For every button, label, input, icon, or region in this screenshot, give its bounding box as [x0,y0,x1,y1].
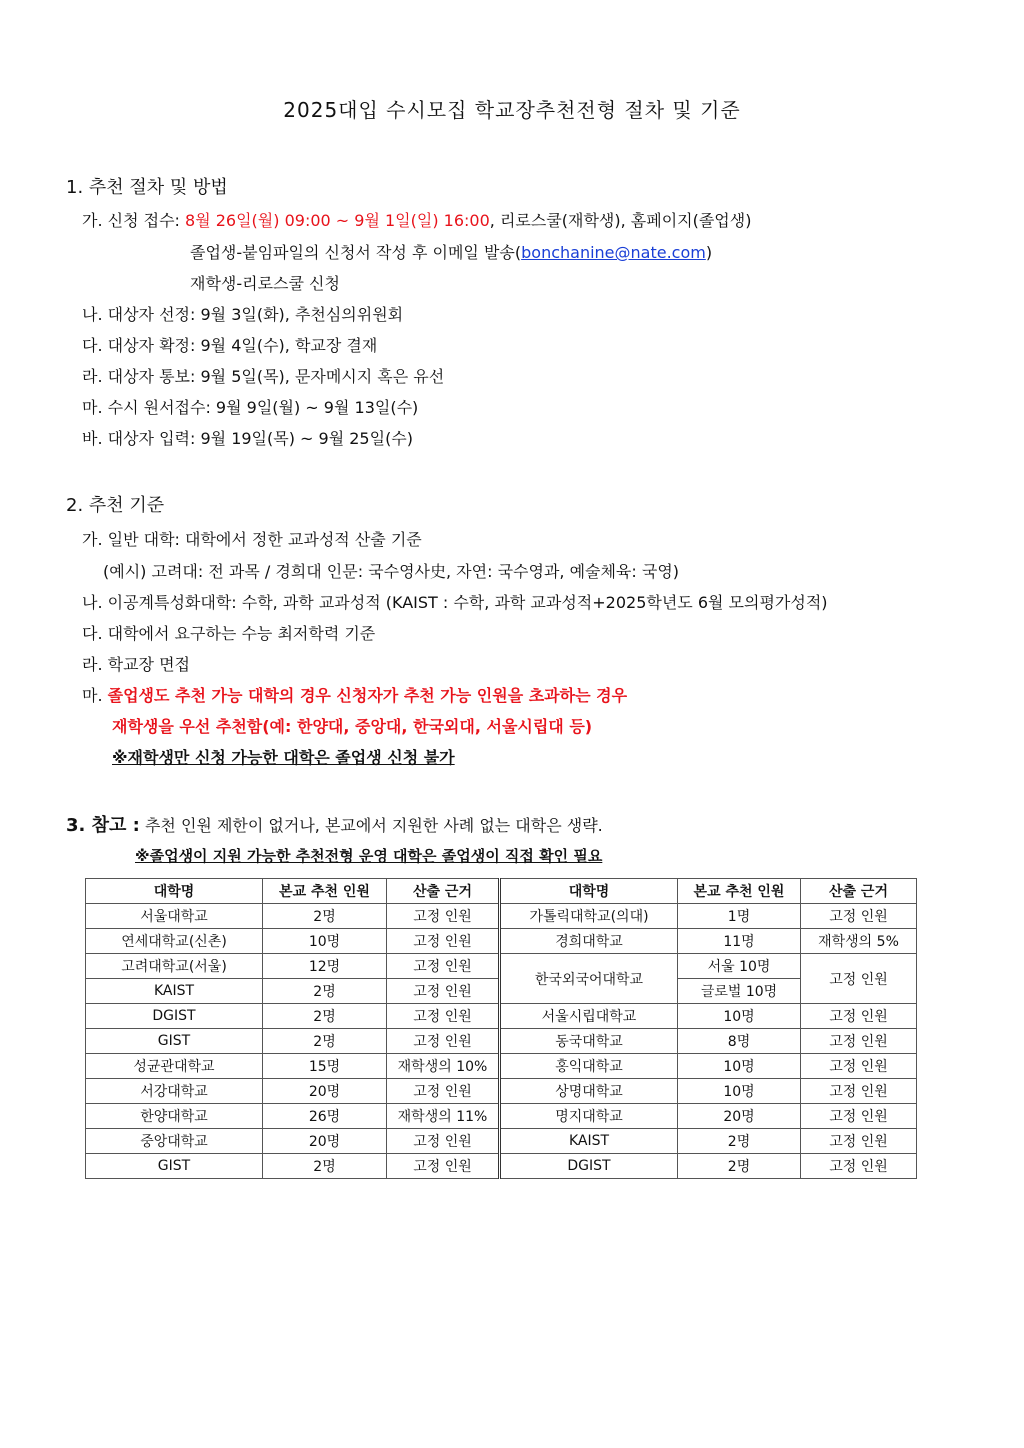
current-student-apply-line: 재학생-리로스쿨 신청 [190,274,340,293]
graduate-apply-suffix: ) [705,243,713,262]
example-line: (예시) 고려대: 전 과목 / 경희대 인문: 국수영사史, 자연: 국수영과, 예술체육: 국영) [103,562,680,581]
quota-cell: 1명 [678,904,801,929]
basis-cell: 재학생의 11% [387,1104,500,1129]
university-cell: DGIST [500,1154,678,1179]
quota-cell: 2명 [263,1154,387,1179]
application-line: 마. 수시 원서접수: 9월 9일(월) ~ 9월 13일(수) [82,398,419,417]
quota-cell: 12명 [263,954,387,979]
reference-text: 추천 인원 제한이 없거나, 본교에서 지원한 사례 없는 대학은 생략. [139,816,603,835]
section2-heading: 2. 추천 기준 [66,495,165,516]
table-row [86,1054,917,1079]
basis-cell: 고정 인원 [801,1004,917,1029]
basis-cell: 고정 인원 [801,1079,917,1104]
basis-cell: 고정 인원 [387,904,500,929]
basis-cell: 고정 인원 [387,1004,500,1029]
university-cell: 가톨릭대학교(의대) [500,904,678,929]
basis-cell: 재학생의 10% [387,1054,500,1079]
university-cell: 명지대학교 [500,1104,678,1129]
header-university: 대학명 [500,879,678,904]
section3-heading: 3. 참고 : [66,815,140,836]
quota-cell: 20명 [263,1079,387,1104]
basis-cell: 재학생의 5% [801,929,917,954]
basis-cell: 고정 인원 [801,1104,917,1129]
quota-cell: 20명 [678,1104,801,1129]
basis-cell: 고정 인원 [387,1079,500,1104]
apply-period-prefix: 가. 신청 접수: [82,211,186,230]
university-cell: 성균관대학교 [86,1054,263,1079]
table-row [86,929,917,954]
header-basis: 산출 근거 [801,879,917,904]
basis-cell: 고정 인원 [387,1029,500,1054]
table-row [86,1154,917,1179]
input-line: 바. 대상자 입력: 9월 19일(목) ~ 9월 25일(수) [82,429,414,448]
basis-cell: 고정 인원 [801,1029,917,1054]
graduate-priority-text: 졸업생도 추천 가능 대학의 경우 신청자가 추천 가능 인원을 초과하는 경우 [107,686,628,705]
basis-cell: 고정 인원 [387,1129,500,1154]
quota-cell: 10명 [263,929,387,954]
table-row [86,1029,917,1054]
university-cell: 한양대학교 [86,1104,263,1129]
quota-cell: 10명 [678,1004,801,1029]
selection-line: 나. 대상자 선정: 9월 3일(화), 추천심의위원회 [82,305,404,324]
graduate-priority-line [82,683,627,706]
basis-cell: 고정 인원 [801,904,917,929]
quota-cell: 11명 [678,929,801,954]
table-row [86,1104,917,1129]
university-cell: 연세대학교(신촌) [86,929,263,954]
quota-cell: 2명 [678,1129,801,1154]
header-university: 대학명 [86,879,263,904]
quota-cell: 10명 [678,1054,801,1079]
university-cell: 경희대학교 [500,929,678,954]
university-cell: 서울시립대학교 [500,1004,678,1029]
quota-cell: 2명 [678,1154,801,1179]
header-quota: 본교 추천 인원 [263,879,387,904]
basis-cell: 고정 인원 [801,1154,917,1179]
current-priority-text: 재학생을 우선 추천함(예: 한양대, 중앙대, 한국외대, 서울시립대 등) [112,717,593,736]
university-cell: KAIST [500,1129,678,1154]
graduate-check-note: ※졸업생이 지원 가능한 추천전형 운영 대학은 졸업생이 직접 확인 필요 [135,847,603,865]
recommendation-table [85,878,917,1179]
table-row [86,1079,917,1104]
apply-period-suffix: , 리로스쿨(재학생), 홈페이지(졸업생) [489,211,752,230]
table-row [86,904,917,929]
university-cell: GIST [86,1029,263,1054]
graduate-apply-prefix: 졸업생-붙임파일의 신청서 작성 후 이메일 발송( [190,243,522,262]
university-cell: 고려대학교(서울) [86,954,263,979]
reference-line [66,811,603,837]
table-row [86,1004,917,1029]
basis-cell: 고정 인원 [387,1154,500,1179]
quota-cell: 15명 [263,1054,387,1079]
notification-line: 라. 대상자 통보: 9월 5일(목), 문자메시지 혹은 유선 [82,367,445,386]
quota-cell: 10명 [678,1079,801,1104]
interview-line: 라. 학교장 면접 [82,655,190,674]
quota-cell: 글로벌 10명 [678,979,801,1004]
quota-cell: 2명 [263,979,387,1004]
university-cell: 중앙대학교 [86,1129,263,1154]
quota-cell: 8명 [678,1029,801,1054]
header-basis: 산출 근거 [387,879,500,904]
basis-cell: 고정 인원 [387,979,500,1004]
university-cell: 한국외국어대학교 [500,954,678,1004]
confirmation-line: 다. 대상자 확정: 9월 4일(수), 학교장 결재 [82,336,378,355]
university-cell: DGIST [86,1004,263,1029]
csat-minimum-line: 다. 대학에서 요구하는 수능 최저학력 기준 [82,624,376,643]
section1-heading: 1. 추천 절차 및 방법 [66,177,228,198]
table-header-row [86,879,917,904]
email-link[interactable]: bonchanine@nate.com [521,243,706,262]
graduate-apply-line [190,240,712,263]
university-cell: GIST [86,1154,263,1179]
basis-cell: 고정 인원 [387,929,500,954]
quota-cell: 26명 [263,1104,387,1129]
graduate-priority-prefix: 마. [82,686,108,705]
university-cell: 상명대학교 [500,1079,678,1104]
page-title: 2025대입 수시모집 학교장추천전형 절차 및 기준 [283,98,741,122]
university-cell: KAIST [86,979,263,1004]
table-row [86,954,917,979]
quota-cell: 2명 [263,1004,387,1029]
university-cell: 서울대학교 [86,904,263,929]
quota-cell: 서울 10명 [678,954,801,979]
university-cell: 서강대학교 [86,1079,263,1104]
quota-cell: 2명 [263,904,387,929]
quota-cell: 20명 [263,1129,387,1154]
header-quota: 본교 추천 인원 [678,879,801,904]
basis-cell: 고정 인원 [801,1129,917,1154]
apply-period-dates: 8월 26일(월) 09:00 ~ 9월 1일(일) 16:00 [185,211,490,230]
quota-cell: 2명 [263,1029,387,1054]
university-cell: 동국대학교 [500,1029,678,1054]
science-university-line: 나. 이공계특성화대학: 수학, 과학 교과성적 (KAIST : 수학, 과학 교과성적+2025학년도 6월 모의평가성적) [82,593,828,612]
university-cell: 홍익대학교 [500,1054,678,1079]
basis-cell: 고정 인원 [387,954,500,979]
basis-cell: 고정 인원 [801,954,917,1004]
basis-cell: 고정 인원 [801,1054,917,1079]
table-row [86,1129,917,1154]
apply-period-line [82,208,751,231]
general-university-line: 가. 일반 대학: 대학에서 정한 교과성적 산출 기준 [82,530,422,549]
current-only-note: ※재학생만 신청 가능한 대학은 졸업생 신청 불가 [112,748,455,767]
